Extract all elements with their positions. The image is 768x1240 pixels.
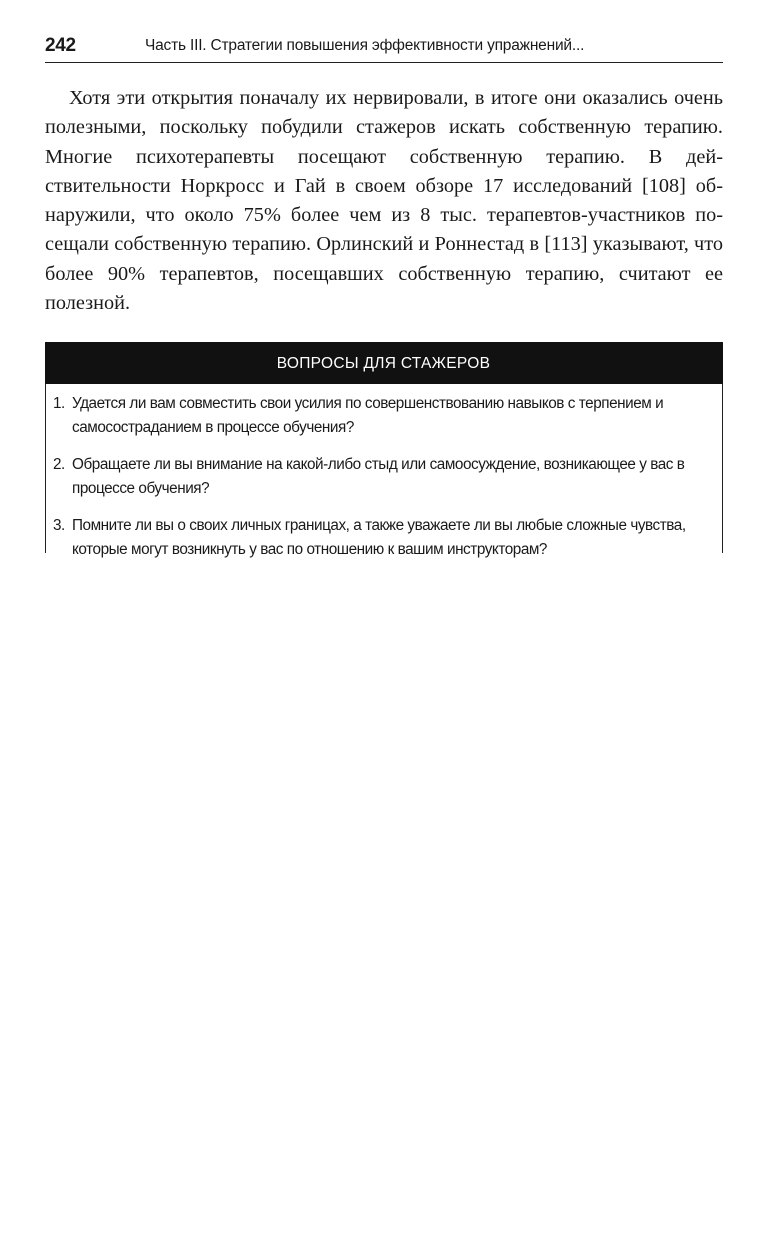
- question-number: 1.: [53, 395, 65, 412]
- sidebar-title: ВОПРОСЫ ДЛЯ СТАЖЕРОВ: [45, 342, 723, 384]
- question-item: [53, 514, 713, 562]
- body-paragraph: Хотя эти открытия поначалу их нервировали, в итоге они оказались очень полезными, поскольку побудили стажеров искать собственную терапию. Многие психотерапевты посещают собственную терапию. В действительности Норкросс и Гай в своем обзоре 17 исследований [108] обнаружили, что около 75% более чем из 8 тыс. терапевтов-участников посещали собственную терапию. Орлинский и Роннестад в [113] указывают, что более 90% терапевтов, посещавших собственную терапию, считают ее полезной.: [45, 87, 723, 315]
- question-number: 3.: [53, 517, 65, 534]
- question-item: [53, 392, 713, 440]
- question-list: [53, 392, 713, 575]
- question-text: Помните ли вы о своих личных границах, а также уважаете ли вы любые сложные чувства, которые могут возникнуть у вас по отношению к вашим инструкторам?: [72, 517, 686, 558]
- running-head: Часть III. Стратегии повышения эффективности упражнений...: [145, 37, 585, 54]
- question-text: Удается ли вам совместить свои усилия по совершенствованию навыков с терпением и самосостраданием в процессе обучения?: [72, 395, 664, 436]
- questions-sidebar: [45, 342, 723, 558]
- question-text: Обращаете ли вы внимание на какой-либо стыд или самоосуждение, возникающее у вас в процессе обучения?: [72, 456, 685, 497]
- question-item: [53, 453, 713, 501]
- page-number: 242: [45, 35, 76, 56]
- question-number: 2.: [53, 456, 65, 473]
- page-header: [45, 30, 723, 63]
